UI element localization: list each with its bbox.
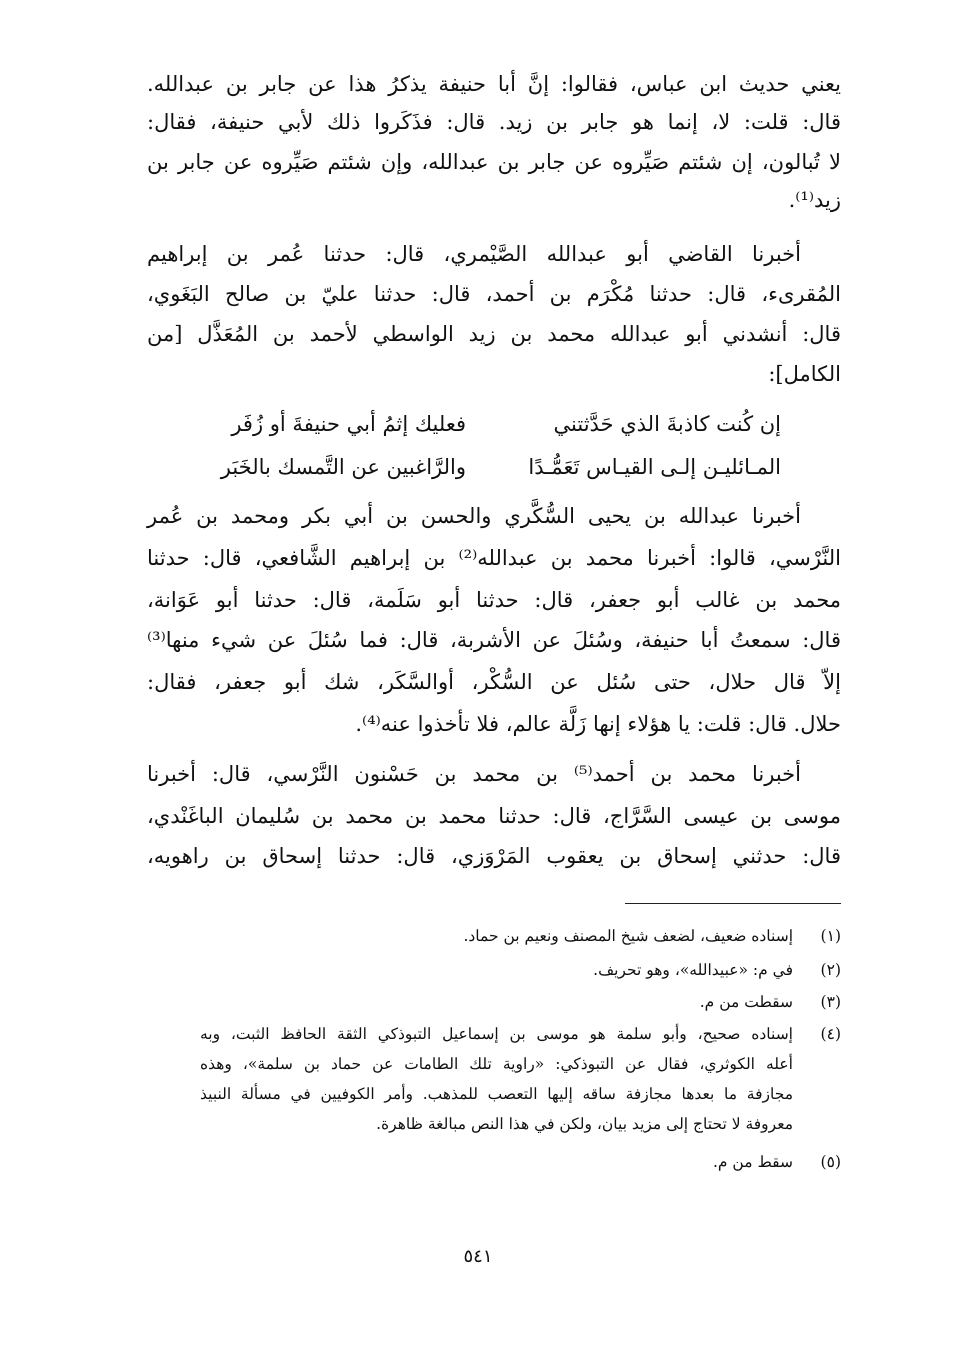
footnote-text: معروفة لا تحتاج إلى مزيد بيان، ولكن في هذا النص مبالغة ظاهرة. [376,1115,793,1133]
footnote-number: (٤) [820,1025,841,1043]
text-line: قال: حدثني إسحاق بن يعقوب المَرْوَزي، قال: حدثنا إسحاق بن راهويه، [147,844,841,868]
text-line: يعني حديث ابن عباس، فقالوا: إنَّ أبا حنيفة يذكرُ هذا عن جابر بن عبدالله. [147,72,841,96]
footnote-text: سقطت من م. [699,993,793,1011]
text-line: أخبرنا القاضي أبو عبدالله الصَّيْمري، قال: حدثنا عُمر بن إبراهيم [147,242,801,266]
footnote-number: (٢) [820,961,841,979]
text-line: الكامل]: [768,362,841,386]
verse-hemistich-second: والرَّاغبين عن التَّمسك بالخَبَر [220,455,466,479]
footnote [200,987,841,1017]
verse-hemistich-second: فعليك إثمُ أبي حنيفةَ أو زُفَر [231,412,466,436]
text-line: إلاّ قال حلال، حتى سُئل عن السُّكْر، أوالسَّكَر، شك أبو جعفر، فقال: [147,670,841,694]
text-line: أخبرنا محمد بن أحمد⁽⁵⁾ بن محمد بن حَسْنون النَّرْسي، قال: أخبرنا [147,762,801,786]
verse-hemistich-first: المـائليـن إلـى القيـاس تَعَمُّـدًا [528,455,781,479]
footnote-text: أعله الكوثري، فقال عن التبوذكي: «راوية تلك الطامات عن حماد بن سلمة»، وهذه [200,1055,793,1073]
footnote [200,1147,841,1177]
verse-hemistich-first: إن كُنت كاذبةَ الذي حَدَّثتني [553,412,781,436]
text-line: قال: سمعتُ أبا حنيفة، وسُئلَ عن الأشربة، قال: فما سُئلَ عن شيء منها⁽³⁾ [147,628,841,652]
footnote-text: سقط من م. [712,1153,793,1171]
footnote-number: (٥) [820,1153,841,1171]
footnote-text: إسناده ضعيف، لضعف شيخ المصنف ونعيم بن حماد. [463,927,793,945]
footnote [200,955,841,985]
text-line: أخبرنا عبدالله بن يحيى السُّكَّري والحسن بن أبي بكر ومحمد بن عُمر [147,504,801,528]
footnote [200,921,841,951]
text-line: لا تُبالون، إن شئتم صَيِّروه عن جابر بن عبدالله، وإن شئتم صَيِّروه عن جابر بن [147,150,841,174]
page-number: ٥٤١ [463,1246,493,1267]
footnote-text: مجازفة ما بعدها مجازفة ساقه إليها التعصب للمذهب. وأمر الكوفيين في مسألة النبيذ [200,1085,793,1103]
footnote-text: إسناده صحيح، وأبو سلمة هو موسى بن إسماعيل التبوذكي الثقة الحافظ الثبت، وبه [200,1025,793,1043]
footnote-number: (١) [820,927,841,945]
text-line: موسى بن عيسى السَّرَّاج، قال: حدثنا محمد بن محمد بن سُليمان الباغَنْدي، [147,804,841,828]
footnote-separator [625,903,841,904]
text-line: زيد⁽¹⁾. [788,188,841,212]
footnote-number: (٣) [820,993,841,1011]
text-line: قال: أنشدني أبو عبدالله محمد بن زيد الواسطي لأحمد بن المُعَذَّل [من [147,322,841,346]
text-line: النَّرْسي، قالوا: أخبرنا محمد بن عبدالله⁽²⁾ بن إبراهيم الشَّافعي، قال: حدثنا [147,546,841,570]
text-line: قال: قلت: لا، إنما هو جابر بن زيد. قال: فذَكَروا ذلك لأبي حنيفة، فقال: [147,110,841,134]
text-line: محمد بن غالب أبو جعفر، قال: حدثنا أبو سَلَمة، قال: حدثنا أبو عَوَانة، [147,588,841,612]
footnote-text: في م: «عبيدالله»، وهو تحريف. [593,961,793,979]
footnote [200,1019,841,1143]
text-line: المُقرىء، قال: حدثنا مُكْرَم بن أحمد، قال: حدثنا عليّ بن صالح البَغَوي، [147,282,841,306]
text-line: حلال. قال: قلت: يا هؤلاء إنها زَلَّة عالم، فلا تأخذوا عنه⁽⁴⁾. [355,712,841,736]
